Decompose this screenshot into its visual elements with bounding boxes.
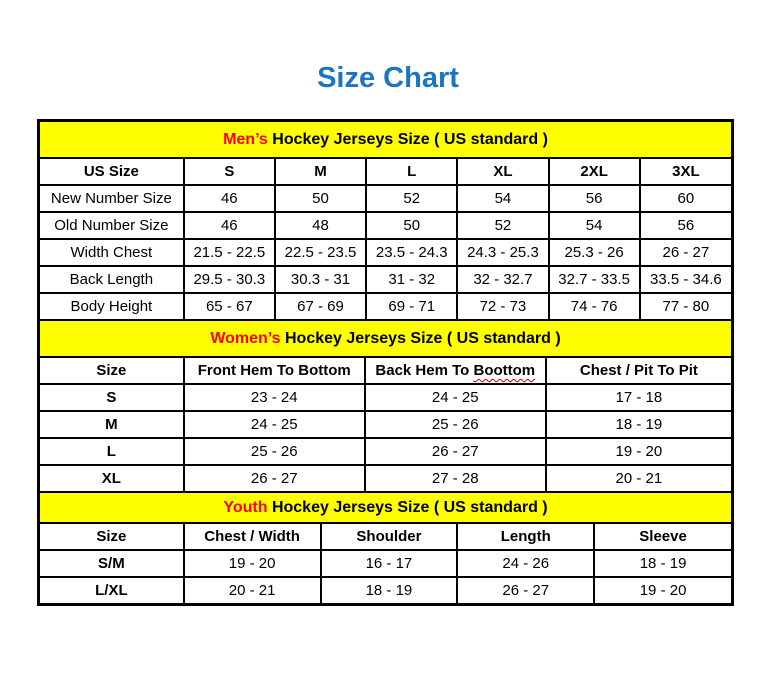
womens-size-table xyxy=(40,358,731,491)
column-header-text: Back Hem To xyxy=(375,362,474,379)
cell: 25 - 26 xyxy=(365,411,546,438)
mens-section-title: Hockey Jerseys Size ( US standard ) xyxy=(267,131,548,148)
cell: 22.5 - 23.5 xyxy=(275,239,366,266)
table-row xyxy=(40,185,731,212)
youth-header-row xyxy=(40,524,731,550)
table-row xyxy=(40,384,731,411)
cell: 69 - 71 xyxy=(366,293,457,319)
cell: 26 - 27 xyxy=(184,465,365,491)
cell: 56 xyxy=(640,212,731,239)
row-label: S/M xyxy=(40,550,184,577)
column-header: Shoulder xyxy=(321,524,458,550)
cell: 33.5 - 34.6 xyxy=(640,266,731,293)
row-label: L xyxy=(40,438,184,465)
cell: 26 - 27 xyxy=(640,239,731,266)
column-header: Chest / Width xyxy=(184,524,321,550)
cell: 32.7 - 33.5 xyxy=(549,266,640,293)
column-header: Length xyxy=(457,524,594,550)
page-title: Size Chart xyxy=(317,62,459,94)
youth-section-highlight: Youth xyxy=(223,499,268,516)
cell: 52 xyxy=(457,212,548,239)
womens-section-header xyxy=(40,319,731,358)
cell: 24.3 - 25.3 xyxy=(457,239,548,266)
youth-section-header xyxy=(40,491,731,524)
cell: 54 xyxy=(457,185,548,212)
column-header: Chest / Pit To Pit xyxy=(546,358,731,384)
mens-section-highlight: Men’s xyxy=(223,131,268,148)
cell: 25 - 26 xyxy=(184,438,365,465)
cell: 60 xyxy=(640,185,731,212)
womens-header-row xyxy=(40,358,731,384)
row-label: Back Length xyxy=(40,266,184,293)
cell: 24 - 25 xyxy=(184,411,365,438)
cell: 54 xyxy=(549,212,640,239)
youth-size-table xyxy=(40,524,731,603)
cell: 21.5 - 22.5 xyxy=(184,239,275,266)
mens-section-header xyxy=(40,122,731,159)
cell: 24 - 26 xyxy=(457,550,594,577)
column-header: L xyxy=(366,159,457,185)
row-label: XL xyxy=(40,465,184,491)
row-label: L/XL xyxy=(40,577,184,603)
cell: 56 xyxy=(549,185,640,212)
column-header: Front Hem To Bottom xyxy=(184,358,365,384)
cell: 23.5 - 24.3 xyxy=(366,239,457,266)
column-header: Size xyxy=(40,524,184,550)
cell: 20 - 21 xyxy=(546,465,731,491)
womens-section-title: Hockey Jerseys Size ( US standard ) xyxy=(280,330,561,347)
column-header: 2XL xyxy=(549,159,640,185)
cell: 30.3 - 31 xyxy=(275,266,366,293)
row-label: Width Chest xyxy=(40,239,184,266)
column-header xyxy=(365,358,546,384)
row-label: Old Number Size xyxy=(40,212,184,239)
table-row xyxy=(40,550,731,577)
size-chart-container xyxy=(37,119,734,606)
column-header: S xyxy=(184,159,275,185)
row-label: M xyxy=(40,411,184,438)
row-label: Body Height xyxy=(40,293,184,319)
misspelled-word: Boottom xyxy=(473,362,536,379)
cell: 19 - 20 xyxy=(594,577,731,603)
cell: 50 xyxy=(275,185,366,212)
cell: 46 xyxy=(184,212,275,239)
table-row xyxy=(40,438,731,465)
column-header: Sleeve xyxy=(594,524,731,550)
cell: 77 - 80 xyxy=(640,293,731,319)
cell: 26 - 27 xyxy=(365,438,546,465)
cell: 19 - 20 xyxy=(546,438,731,465)
mens-size-table xyxy=(40,159,731,319)
column-header: 3XL xyxy=(640,159,731,185)
row-label: New Number Size xyxy=(40,185,184,212)
cell: 25.3 - 26 xyxy=(549,239,640,266)
row-label: S xyxy=(40,384,184,411)
table-row xyxy=(40,411,731,438)
cell: 32 - 32.7 xyxy=(457,266,548,293)
cell: 18 - 19 xyxy=(546,411,731,438)
cell: 29.5 - 30.3 xyxy=(184,266,275,293)
cell: 18 - 19 xyxy=(321,577,458,603)
cell: 26 - 27 xyxy=(457,577,594,603)
cell: 46 xyxy=(184,185,275,212)
table-row xyxy=(40,239,731,266)
womens-section-highlight: Women’s xyxy=(210,330,281,347)
cell: 31 - 32 xyxy=(366,266,457,293)
cell: 50 xyxy=(366,212,457,239)
column-header: M xyxy=(275,159,366,185)
cell: 72 - 73 xyxy=(457,293,548,319)
cell: 74 - 76 xyxy=(549,293,640,319)
column-header: Size xyxy=(40,358,184,384)
table-row xyxy=(40,577,731,603)
cell: 19 - 20 xyxy=(184,550,321,577)
youth-section-title: Hockey Jerseys Size ( US standard ) xyxy=(267,499,548,516)
table-row xyxy=(40,212,731,239)
cell: 16 - 17 xyxy=(321,550,458,577)
mens-header-row xyxy=(40,159,731,185)
cell: 65 - 67 xyxy=(184,293,275,319)
table-row xyxy=(40,266,731,293)
column-header: US Size xyxy=(40,159,184,185)
cell: 67 - 69 xyxy=(275,293,366,319)
cell: 20 - 21 xyxy=(184,577,321,603)
cell: 23 - 24 xyxy=(184,384,365,411)
table-row xyxy=(40,293,731,319)
cell: 27 - 28 xyxy=(365,465,546,491)
cell: 24 - 25 xyxy=(365,384,546,411)
cell: 18 - 19 xyxy=(594,550,731,577)
cell: 52 xyxy=(366,185,457,212)
column-header: XL xyxy=(457,159,548,185)
table-row xyxy=(40,465,731,491)
cell: 48 xyxy=(275,212,366,239)
cell: 17 - 18 xyxy=(546,384,731,411)
